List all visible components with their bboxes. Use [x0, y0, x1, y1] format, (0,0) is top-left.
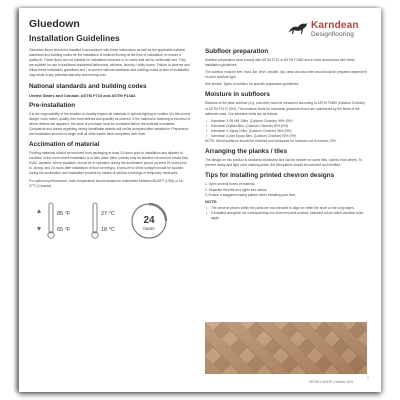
thermometer-icon-fahrenheit — [48, 203, 54, 238]
moisture-heading: Moisture in subfloors — [205, 91, 270, 99]
adhesive-item: • Karndean X-Spray 10lbs. (Calcium Chloride) 98% (RH) — [205, 129, 367, 134]
karndean-logo — [287, 18, 373, 44]
adhesive-item: • Karndean 2-part Epoxy 8lbs. (Calcium Chloride) 90% (RH) — [205, 134, 367, 139]
subfloor-paragraph-1: Subfloor preparation must comply with ASTM F710 or ASTM F1482 and in strict accordance with these installation guidelines. — [205, 58, 355, 68]
moisture-paragraph: Moisture of the base subfloor (e.g. concrete) must be measured according to ASTM F1869 (Calcium Chloride) or ASTM F2170 (RH). The moisture limits for Karndean gluedown floors are maintained by the limits of the adhesive used. Our adhesive limits are as follows: — [205, 101, 366, 116]
tip-step: 3. Ensure a staggered laying pattern when installing your floor. — [205, 192, 297, 197]
document-title: Gluedown — [29, 18, 80, 30]
chevron-tips-heading: Tips for installing printed chevron designs — [205, 172, 335, 180]
adhesive-item: • Karndean X-99 HM 15lbs. (Calcium Chloride) 99% (RH) — [205, 119, 367, 124]
adhesive-item: • Karndean Dryfast 8lbs. (Calcium Chloride) 90% (RH) — [205, 124, 367, 129]
document-page — [19, 8, 381, 392]
document-footer: INSTALLGUIDE | October 2021 — [309, 380, 354, 384]
thermometer-icon-celsius — [92, 203, 98, 238]
document-subtitle: Installation Guidelines — [29, 33, 120, 43]
acclimation-temperature-paragraph: For optimum performance, room temperature should always be maintained between 65-85°F (USA) or 18-27°C (Canada). — [29, 178, 184, 188]
tip-step: 2. Separate the lefts and rights into stacks. — [205, 187, 268, 192]
standards-heading: National standards and building codes — [29, 82, 147, 90]
tips-note-label: NOTE: — [205, 198, 218, 204]
logo-tagline: Designflooring — [311, 31, 354, 38]
right-column — [205, 48, 367, 221]
temp-f-high: 85 °F — [57, 210, 71, 217]
subfloor-paragraph-2: The subfloor must be firm, hard, flat, level, smooth, dry, clean and dust free and should be prepared dependent on your subfloor type. — [205, 70, 367, 80]
up-arrow-icon — [37, 209, 41, 213]
down-arrow-icon — [37, 227, 41, 231]
subfloor-paragraph-3: See section Types of subfloor for specific preparation guidelines. — [205, 82, 300, 87]
tip-note-item: • The chevron pieces within the plank are not intended to align on either the short or the long edges. — [205, 206, 367, 211]
left-column — [29, 48, 191, 249]
preinstallation-heading: Pre-installation — [29, 101, 76, 109]
temperature-diagram-graphic — [29, 193, 191, 249]
herringbone-floor-photo — [205, 322, 367, 374]
tip-note-item: • If installed alongside our corresponding non-chevron plank product, standard colour batch variation rules apply. — [205, 211, 367, 221]
arranging-heading: Arranging the planks / tiles — [205, 148, 288, 156]
moisture-note: NOTE: Wood subfloors should be checked and measured for moisture not to exceed 13%. — [205, 139, 337, 144]
hours-number: 24 — [143, 214, 155, 226]
temp-f-low: 65 °F — [57, 226, 71, 233]
logo-name: Karndean — [311, 20, 359, 31]
tip-step: 1. Open several boxes of material. — [205, 182, 256, 187]
preinstallation-paragraph: It is the responsibility of the installer to visually inspect all materials in optimal lighting to confirm it is the correct design, color, batch, quality, free from defects and quantity as ordered. If the material or batching is incorrect or where defects are apparent, the store of purchase must be contacted before the material is installed. Complaints and claims regarding clearly identifiable defects will not be accepted after installation. Preparation and installation should not begin until all other trades have completed their work. — [29, 111, 191, 136]
temperature-diagram — [29, 193, 191, 249]
subfloor-heading: Subfloor preparation — [205, 48, 269, 55]
acclimation-paragraph: Flooring materials should be removed from packaging at least 24 hours prior to installation and allowed to condition in the room where installation is to take place (tiles / planks may be stacked but must be rested flat). HVAC systems, where available, should be in operation during the acclimation period (at least 24 hours prior to, during, and 24 hours after installation of floor coverings). Exposure to direct sunlight should be avoided during the acclimation and installation process by means of window coverings or temporary measures. — [29, 151, 189, 176]
greyhound-icon — [287, 18, 309, 40]
acclimation-heading: Acclimation of material — [29, 141, 100, 149]
intro-paragraph: Gluedown floors should be installed in accordance with these instructions as well as the applicable national standards and building codes for the installation of resilient flooring at the time of installation, to ensure a quality fit. These floors are not suitable for installation outdoors or in rooms that will be continually wet. They are suitable for use in traditional residential bathrooms, kitchens, laundry / utility rooms. Failure to observe and follow these installation guidelines and / or current national standards and building codes at time of installation may result in any potential warranty claim being void. — [29, 48, 190, 78]
arranging-paragraph: The design on this product is randomly distributed and can be heavier on some tiles / planks than others. To prevent heavy and light color shading areas, the tiles/planks should be unboxed and shuffled. — [205, 158, 362, 168]
temp-c-low: 18 °C — [101, 226, 115, 233]
standards-text: United States and Canada: ASTM F710 and ASTM F1482. — [29, 92, 137, 98]
page-number: 1 — [367, 376, 369, 380]
hours-label: hours — [143, 225, 155, 231]
temp-c-high: 27 °C — [101, 210, 115, 217]
